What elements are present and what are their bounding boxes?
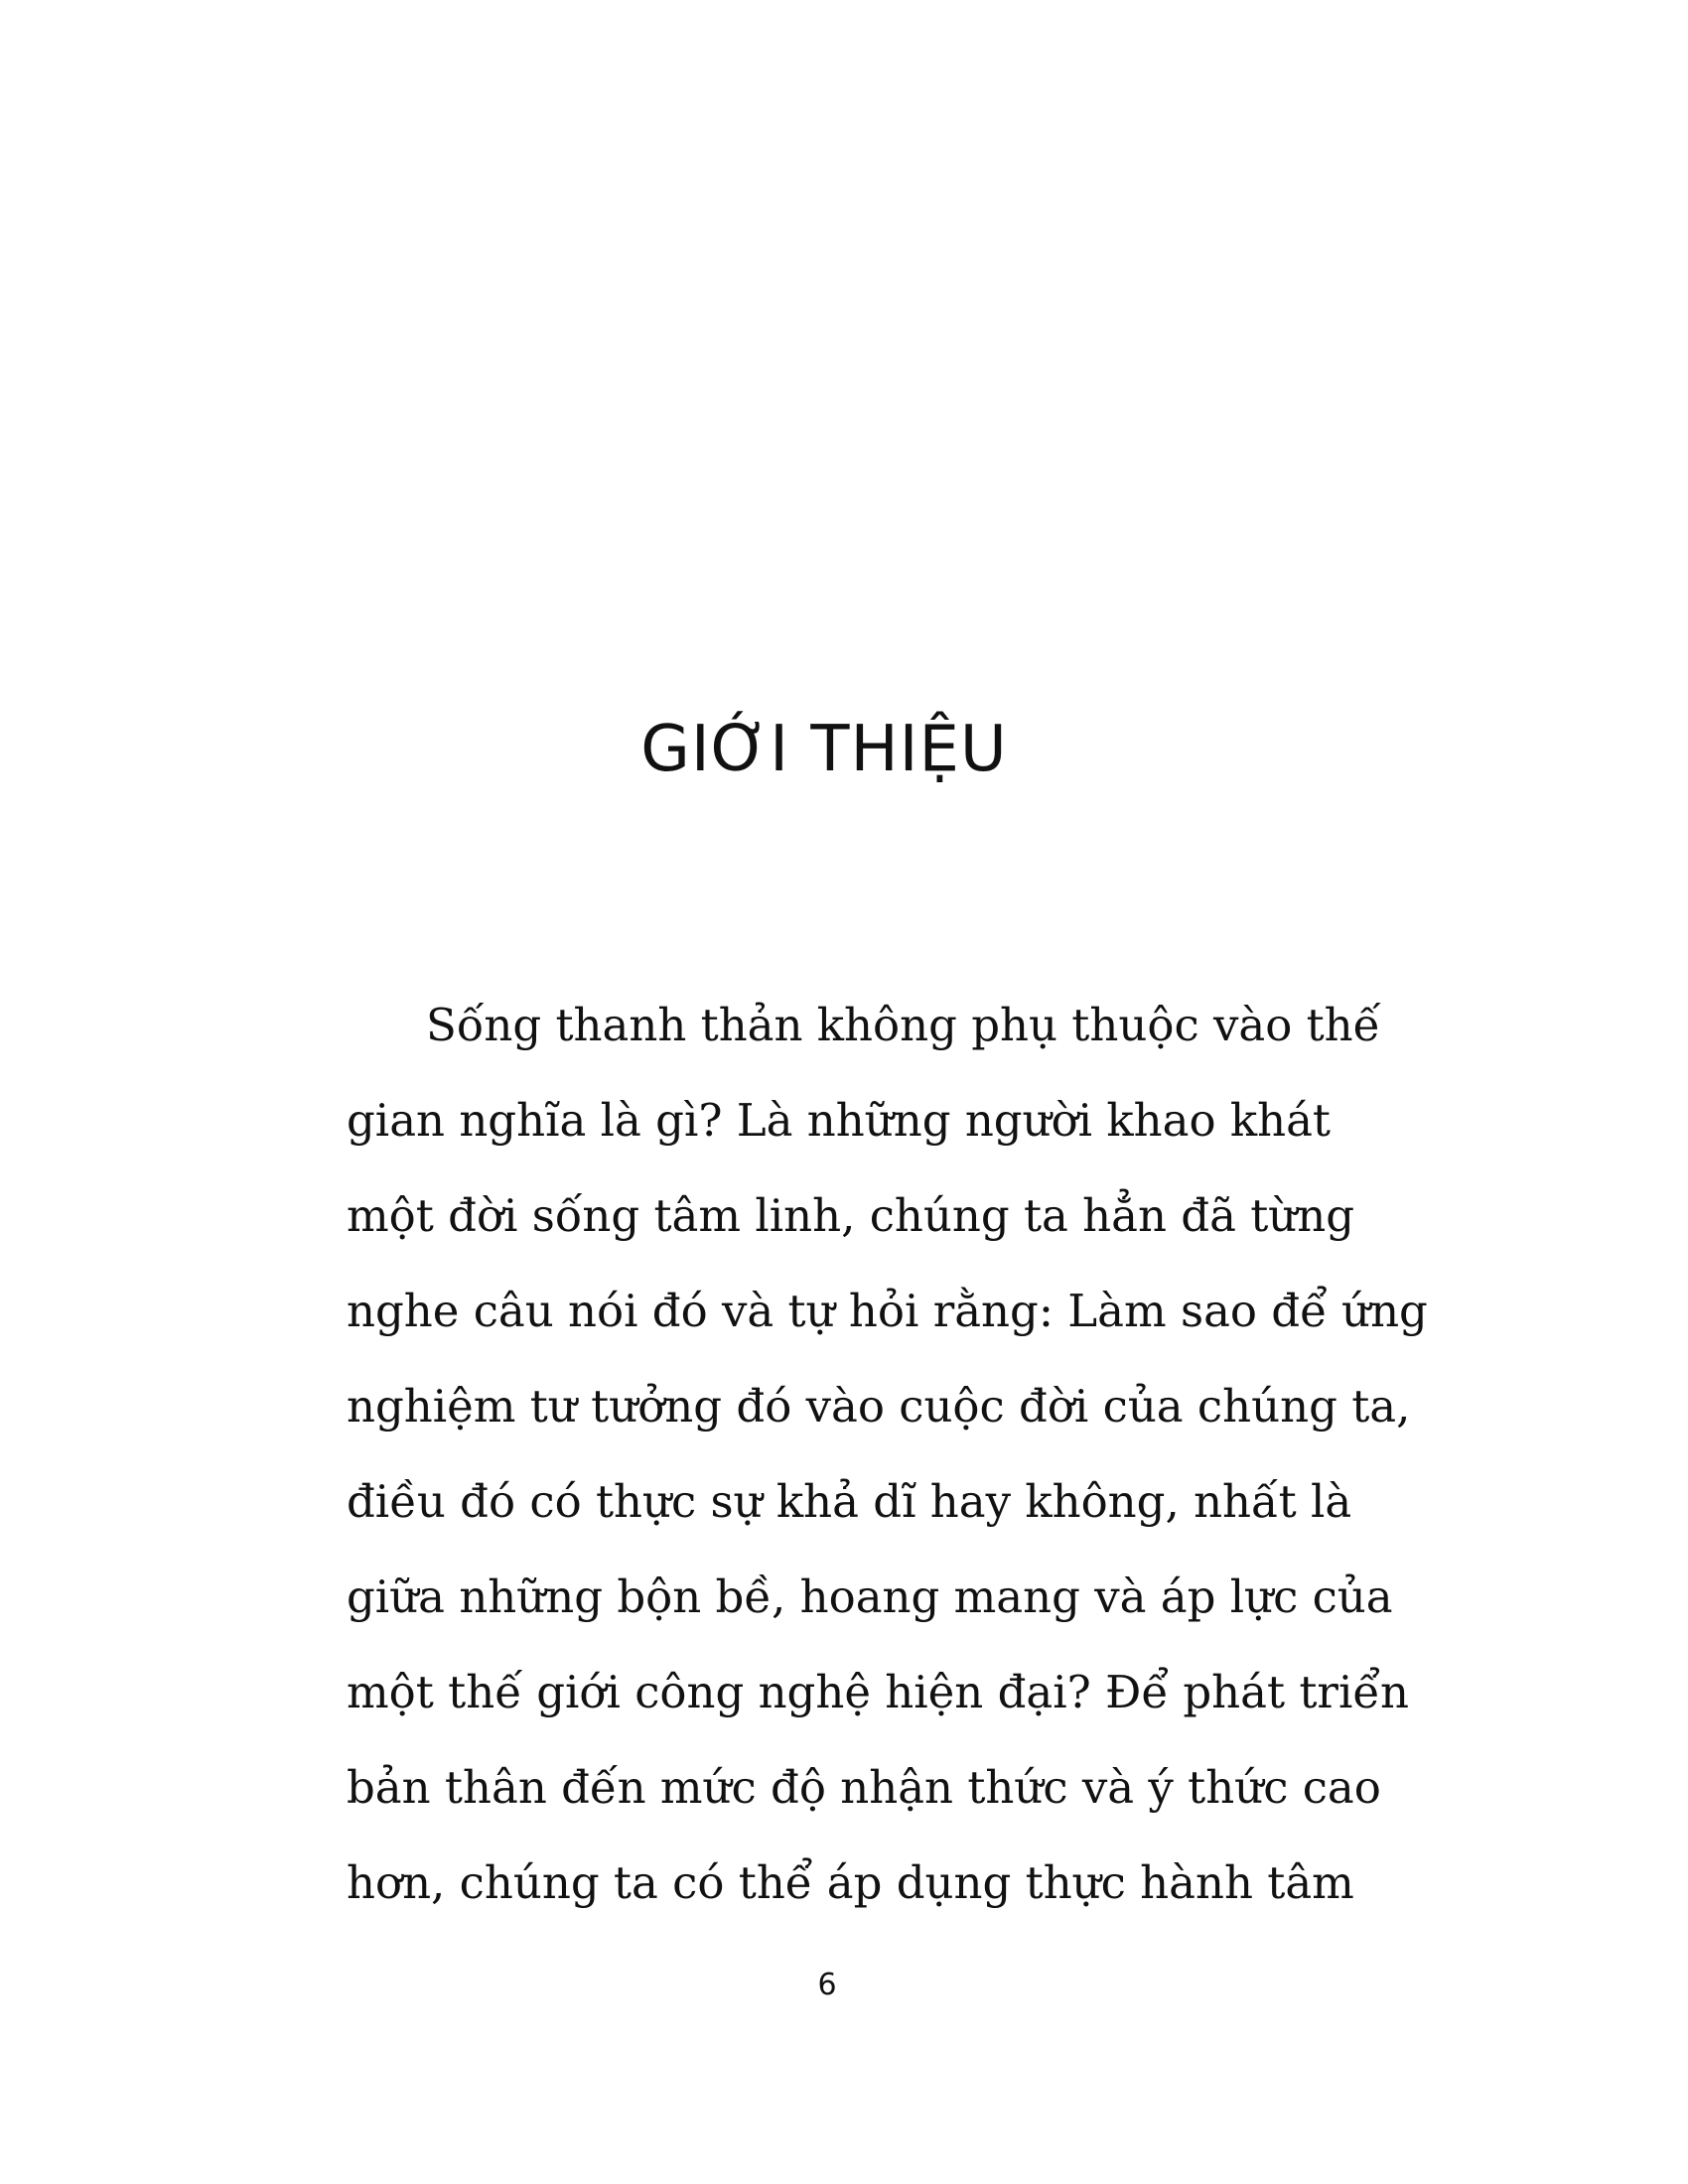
chapter-title: GIỚI THIỆU — [640, 713, 1008, 786]
paragraph-line: Sống thanh thản không phụ thuộc vào thế — [426, 999, 1381, 1051]
body-paragraph — [347, 978, 1428, 1931]
paragraph-line: nghe câu nói đó và tự hỏi rằng: Làm sao để ứng — [347, 1285, 1428, 1337]
paragraph-line: giữa những bộn bề, hoang mang và áp lực của — [347, 1570, 1393, 1623]
paragraph-line: gian nghĩa là gì? Là những người khao khát — [347, 1094, 1332, 1147]
paragraph-line: một đời sống tâm linh, chúng ta hẳn đã từng — [347, 1189, 1355, 1242]
paragraph-line: nghiệm tư tưởng đó vào cuộc đời của chúng ta, — [347, 1380, 1411, 1433]
paragraph-line: điều đó có thực sự khả dĩ hay không, nhất là — [347, 1475, 1352, 1528]
paragraph-line: hơn, chúng ta có thể áp dụng thực hành tâm — [347, 1856, 1354, 1909]
page-number: 6 — [817, 1968, 837, 2002]
paragraph-line: một thế giới công nghệ hiện đại? Để phát triển — [347, 1666, 1410, 1718]
paragraph-line: bản thân đến mức độ nhận thức và ý thức cao — [347, 1761, 1381, 1814]
